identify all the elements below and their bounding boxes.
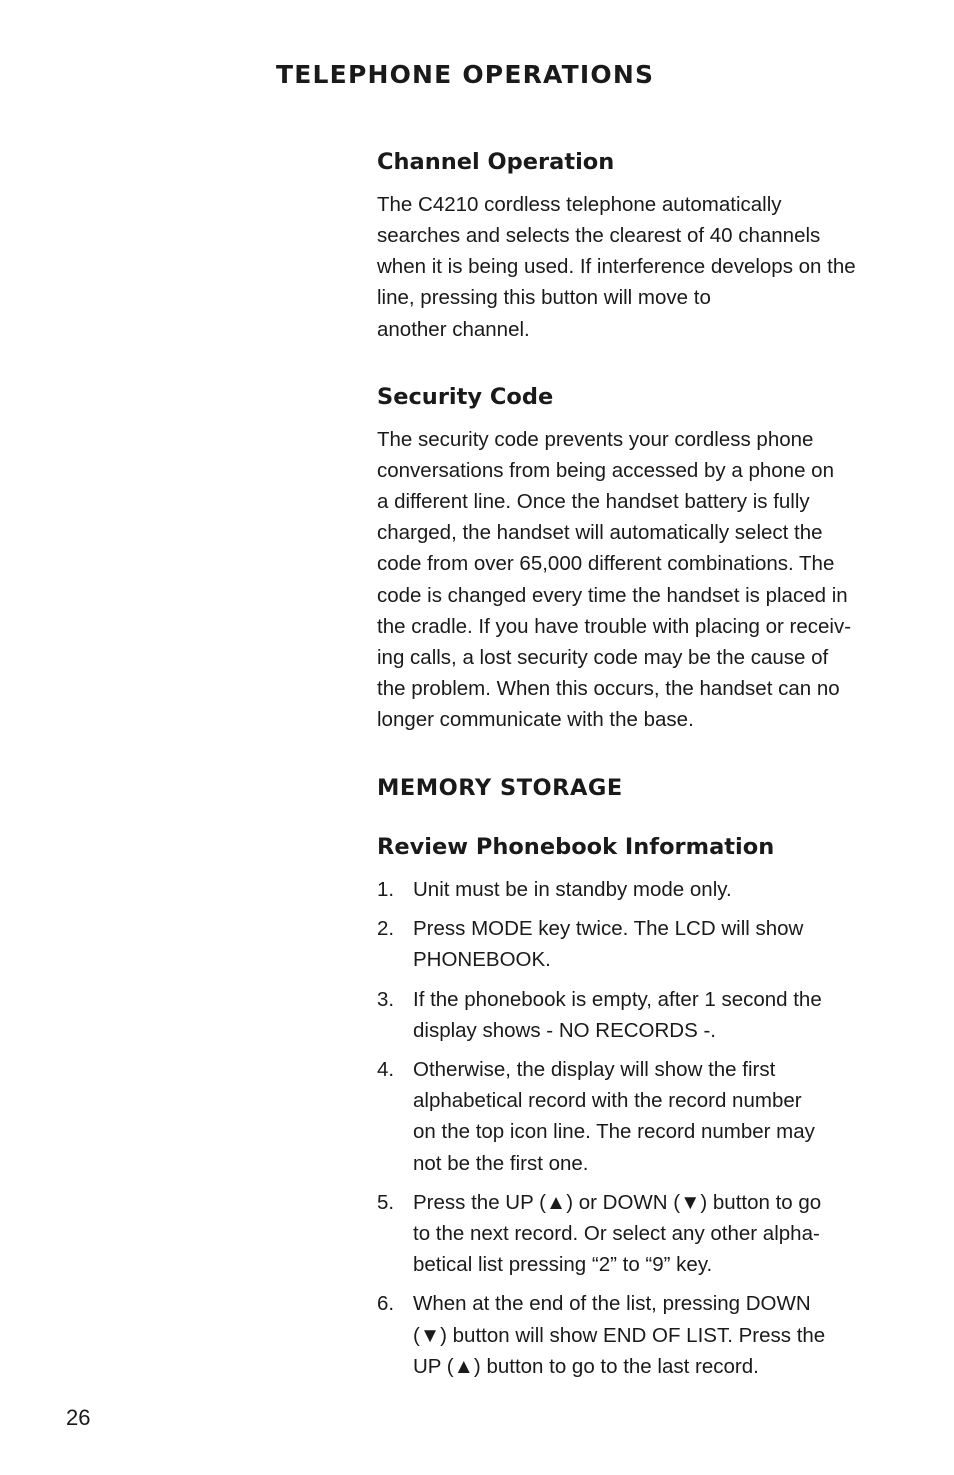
step-line: If the phonebook is empty, after 1 second the — [413, 987, 822, 1011]
step-number: 2. — [377, 917, 395, 941]
paragraph-line: ing calls, a lost security code may be the cause of — [377, 645, 829, 669]
paragraph-line: the cradle. If you have trouble with placing or receiv- — [377, 614, 852, 638]
step-line: (▼) button will show END OF LIST. Press the — [413, 1323, 826, 1347]
paragraph-line: charged, the handset will automatically select the — [377, 521, 823, 545]
paragraph-line: searches and selects the clearest of 40 channels — [377, 223, 821, 247]
list-item — [377, 984, 912, 1046]
section-title-review-phonebook: Review Phonebook Information — [377, 834, 775, 861]
section-title-channel-operation: Channel Operation — [377, 149, 615, 175]
security-code-paragraph — [377, 424, 912, 736]
step-number: 4. — [377, 1058, 395, 1082]
step-line: Press MODE key twice. The LCD will show — [413, 917, 804, 941]
step-line: When at the end of the list, pressing DOWN — [413, 1292, 811, 1316]
step-line: display shows - NO RECORDS -. — [413, 1018, 717, 1042]
list-item — [377, 874, 912, 905]
step-line: UP (▲) button to go to the last record. — [413, 1354, 759, 1378]
step-line: not be the first one. — [413, 1151, 589, 1175]
section-title-memory-storage: MEMORY STORAGE — [377, 774, 623, 801]
list-item — [377, 1054, 912, 1179]
page-content — [377, 146, 912, 1390]
paragraph-line: when it is being used. If interference develops on the — [377, 255, 856, 279]
page-header: TELEPHONE OPERATIONS — [276, 60, 655, 89]
list-item — [377, 1288, 912, 1382]
list-item — [377, 913, 912, 975]
step-line: on the top icon line. The record number may — [413, 1120, 815, 1144]
channel-operation-paragraph — [377, 189, 912, 345]
paragraph-line: a different line. Once the handset battery is fully — [377, 489, 810, 513]
step-line: PHONEBOOK. — [413, 948, 551, 972]
step-text — [413, 874, 912, 905]
step-text — [413, 1054, 912, 1179]
page-number: 26 — [66, 1405, 91, 1430]
paragraph-line: code is changed every time the handset is placed in — [377, 583, 848, 607]
step-line: alphabetical record with the record number — [413, 1089, 802, 1113]
step-line: Press the UP (▲) or DOWN (▼) button to go — [413, 1190, 822, 1214]
step-text — [413, 1187, 912, 1281]
phonebook-steps-list — [377, 874, 912, 1382]
step-line: Otherwise, the display will show the first — [413, 1058, 776, 1082]
paragraph-line: code from over 65,000 different combinations. The — [377, 552, 835, 576]
step-text — [413, 1288, 912, 1382]
paragraph-line: line, pressing this button will move to — [377, 286, 711, 310]
step-line: to the next record. Or select any other alpha- — [413, 1222, 820, 1246]
step-number: 1. — [377, 878, 395, 902]
section-title-security-code: Security Code — [377, 383, 554, 410]
step-number: 3. — [377, 987, 395, 1011]
paragraph-line: another channel. — [377, 317, 530, 341]
list-item — [377, 1187, 912, 1281]
step-text — [413, 913, 912, 975]
step-line: betical list pressing “2” to “9” key. — [413, 1253, 713, 1277]
paragraph-line: The C4210 cordless telephone automatically — [377, 192, 782, 216]
step-line: Unit must be in standby mode only. — [413, 878, 732, 902]
paragraph-line: longer communicate with the base. — [377, 708, 694, 732]
paragraph-line: the problem. When this occurs, the handset can no — [377, 677, 840, 701]
step-number: 6. — [377, 1292, 395, 1316]
step-number: 5. — [377, 1190, 395, 1214]
step-text — [413, 984, 912, 1046]
paragraph-line: The security code prevents your cordless phone — [377, 427, 814, 451]
paragraph-line: conversations from being accessed by a phone on — [377, 458, 834, 482]
